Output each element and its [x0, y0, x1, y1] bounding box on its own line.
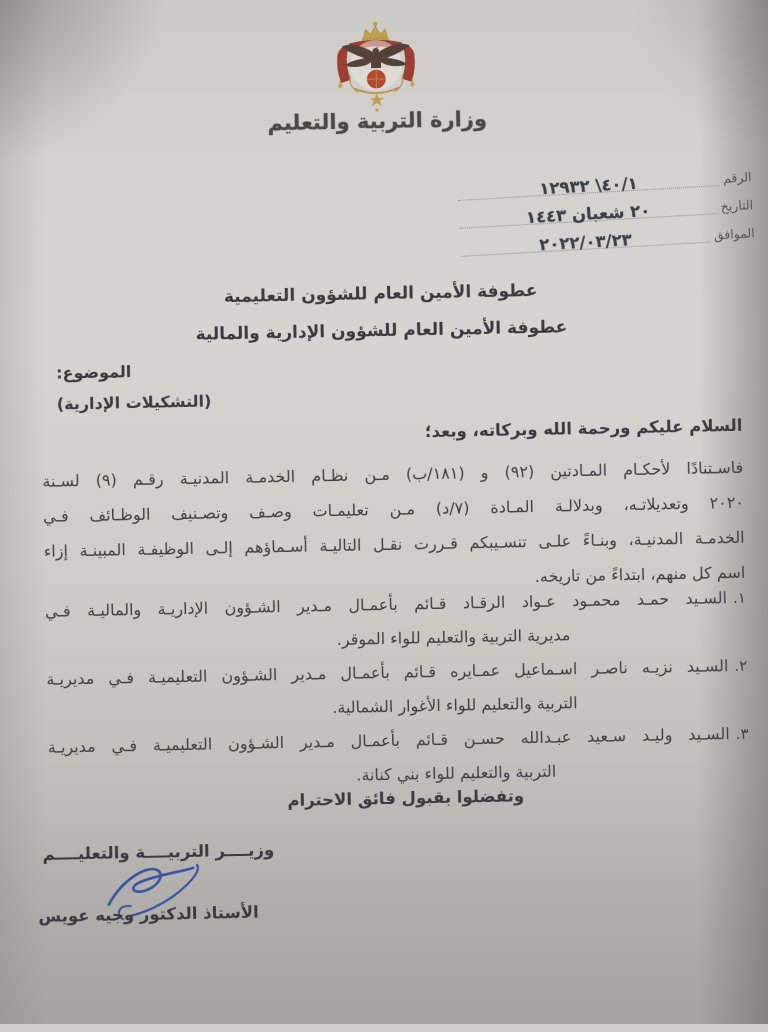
subject-value: (التشكيلات الإدارية): [56, 391, 212, 414]
addressee-block: [0, 268, 766, 357]
list-item-1-number: ١.: [732, 588, 747, 608]
body-line: الخدمـة المدنيـة، وبنـاءً علـى تنسـيبكم قـررت نقـل التاليـة أسـماؤهم إلـى الوظيفـة المبينـة إزاء: [43, 527, 745, 561]
ref-number-label: الرقم: [722, 169, 752, 186]
ref-number-value: ١٢٩٣٢ \٤٠/١: [538, 173, 639, 199]
body-paragraph: [42, 450, 746, 604]
body-line: اسم كل منهم، ابتداءً من تاريخه.: [534, 562, 746, 586]
closing-line: وتفضلوا بقبول فائق الاحترام: [287, 786, 525, 811]
list-item-2-line-2: التربية والتعليم للواء الأغوار الشمالية.: [332, 693, 578, 718]
list-item-1-text: السـيد حمـد محمـود عـواد الرقـاد قـائم بأعمـال مـدير الشـؤون الإداريـة والماليـة فـي: [44, 588, 728, 621]
ref-date-value: ٢٠ شعبان ١٤٤٣: [525, 201, 651, 228]
ref-agreed-line: [461, 227, 711, 257]
list-item-2-number: ٢.: [734, 656, 748, 676]
jordan-coat-of-arms-icon: [309, 19, 443, 122]
ref-agreed-value: ٢٠٢٢/٠٣/٢٣: [538, 230, 633, 255]
minister-name: الأستاذ الدكتور وجيه عويس: [38, 902, 259, 927]
list-item-2-text: السـيد نزيـه ناصـر اسـماعيل عمـايره قـائم بأعمـال مـدير الشـؤون التعليميـة فـي مديريـة: [46, 656, 729, 689]
list-item-3-text: السـيد وليـد سـعيد عبـدالله حسـن قـائم بأعمـال مـدير الشـؤون التعليميـة فـي مديريـة: [47, 724, 730, 757]
body-line: فاسـتنادًا لأحكـام المـادتين (٩٢) و (١٨١/ب) مـن نظـام الخدمـة المدنيـة رقـم (٩) لسـنة: [42, 457, 744, 491]
addressee-line-2: عطوفة الأمين العام للشؤون الإدارية والمالية: [195, 317, 568, 345]
addressee-line-1: عطوفة الأمين العام للشؤون التعليمية: [223, 280, 538, 308]
transfer-list: [45, 581, 750, 799]
ref-date-label: التاريخ: [720, 197, 754, 215]
salutation-line: السلام عليكم ورحمة الله وبركاته، وبعد؛: [424, 415, 743, 442]
body-line: ٢٠٢٠ وتعديلاتـه، وبدلالـة المـادة (٧/د) مـن تعليمـات وصـف وتصـنيف الوظـائف فـي: [42, 492, 745, 526]
ministry-logo-calligraphy: وزارة التربية والتعليم: [267, 106, 488, 136]
minister-title: وزيــــر التربيــــة والتعليــــم: [42, 840, 275, 864]
ref-agreed-label: الموافق: [713, 225, 756, 243]
subject-block: [56, 354, 212, 419]
reference-block: [457, 156, 757, 257]
list-item-1-line-2: مديرية التربية والتعليم للواء الموقر.: [336, 625, 571, 649]
list-item-3-number: ٣.: [735, 724, 749, 743]
list-item-3-line-2: التربية والتعليم للواء بني كنانة.: [356, 761, 557, 785]
subject-label: الموضوع:: [55, 362, 132, 383]
